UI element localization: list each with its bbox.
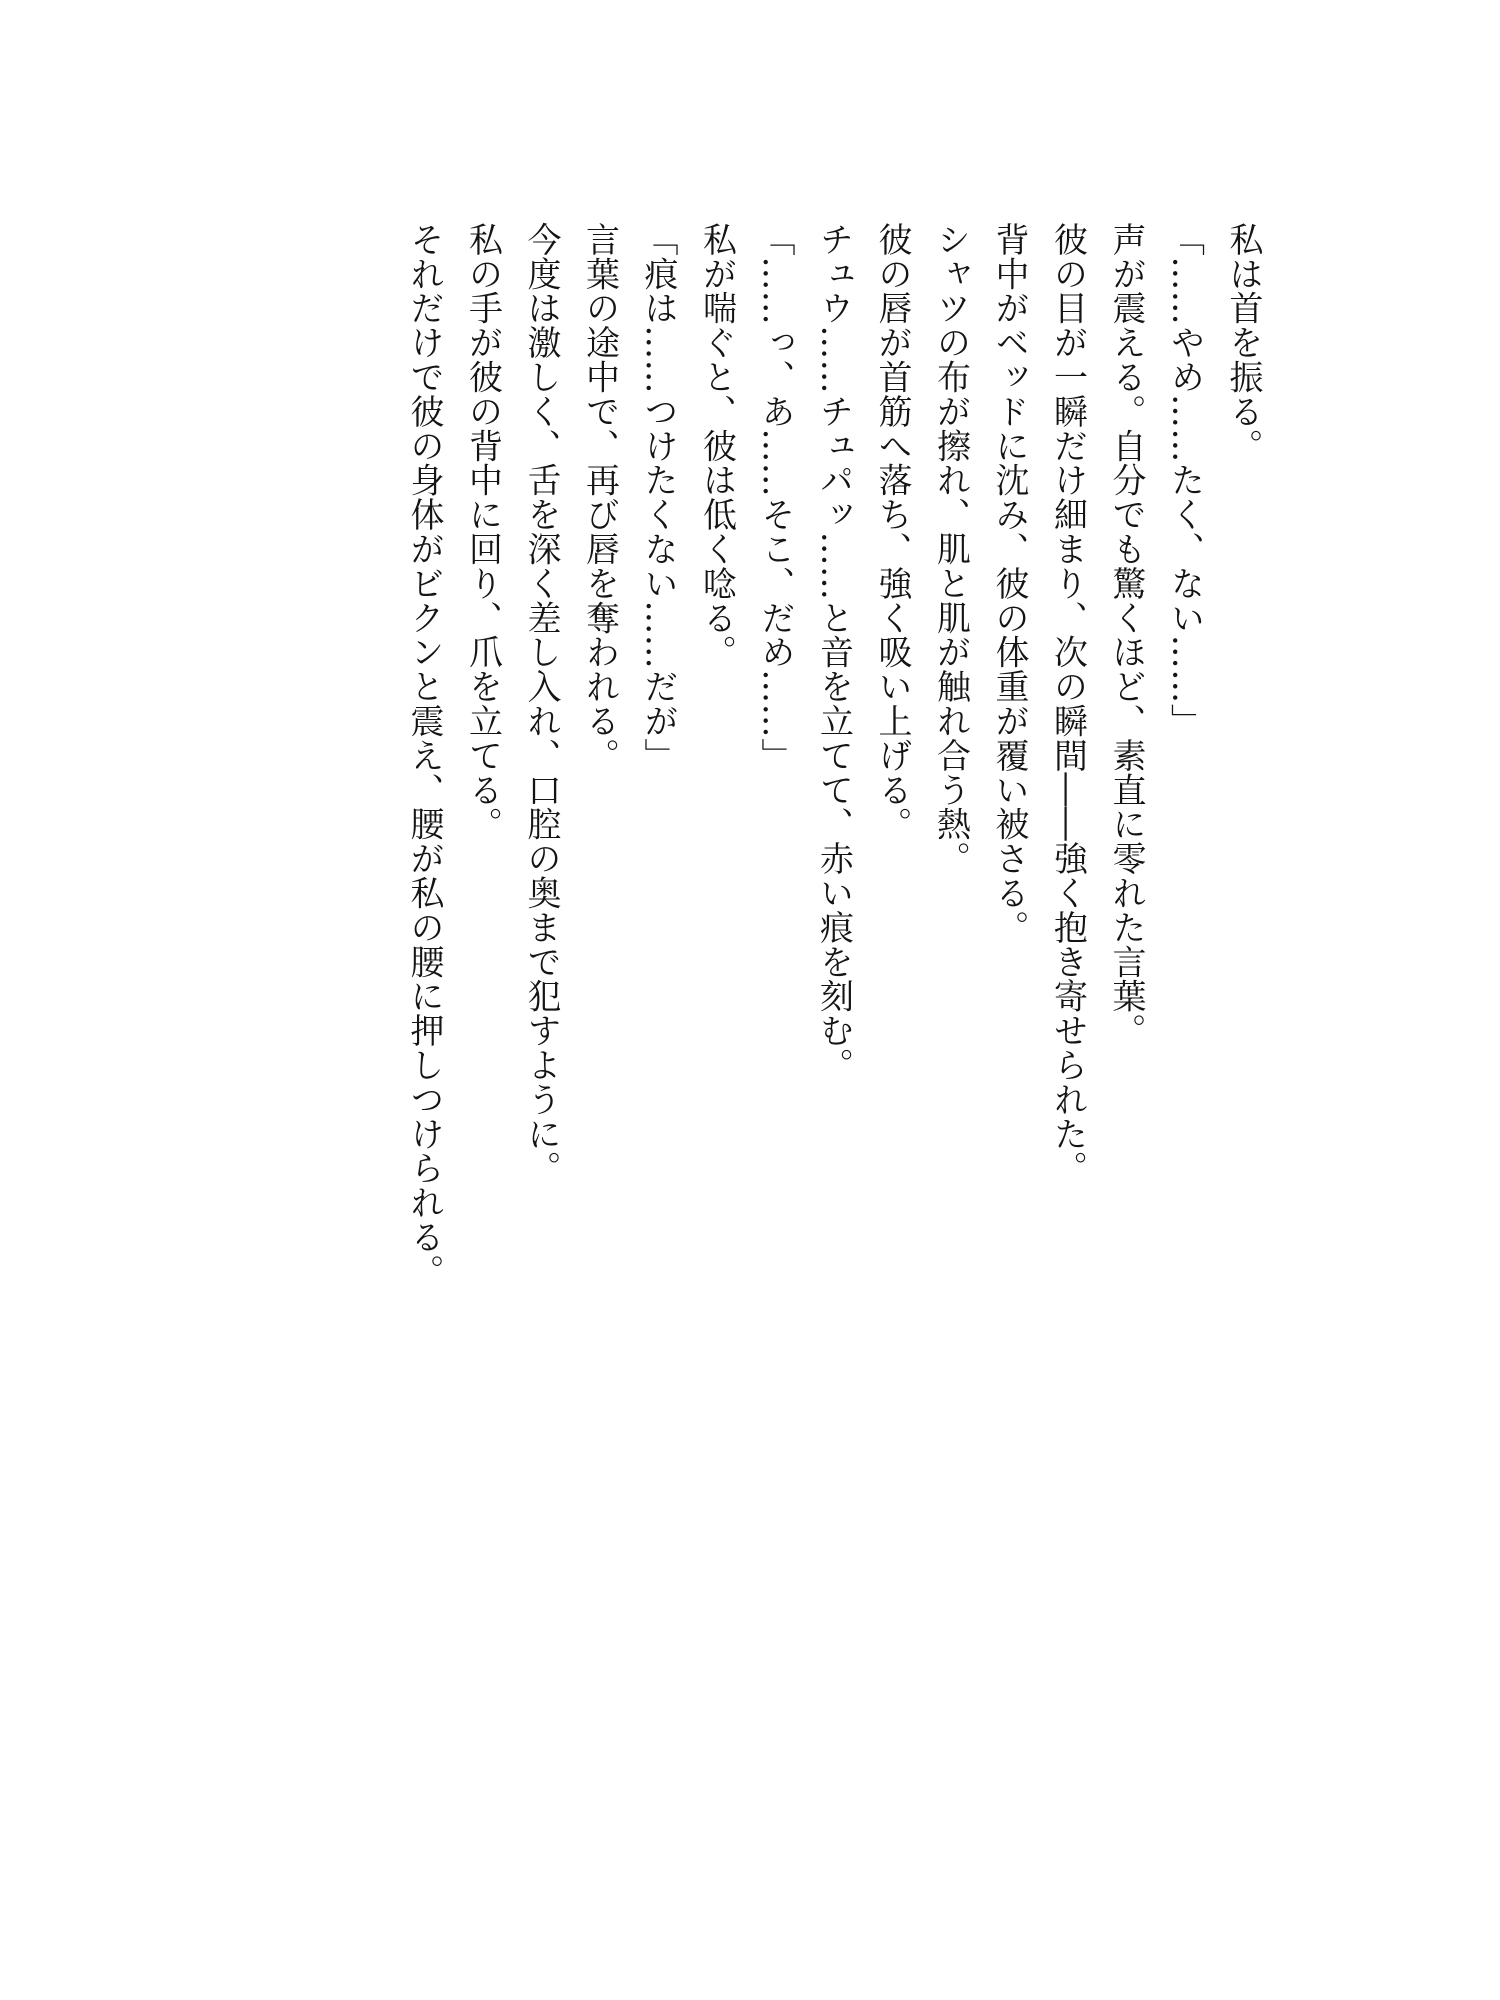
text-line: チュウ……チュパッ……と音を立てて、赤い痕を刻む。: [813, 222, 854, 1082]
text-line: 私は首を振る。: [1223, 222, 1263, 463]
text-line: 「……っ、あ……そこ、だめ……」: [755, 222, 795, 773]
text-line: 私の手が彼の背中に回り、爪を立てる。: [462, 222, 503, 842]
text-line: 今度は激しく、舌を深く差し入れ、口腔の奥まで犯すように。: [521, 222, 561, 1186]
text-line: 私が喘ぐと、彼は低く唸る。: [696, 222, 737, 670]
vertical-text-block: [395, 222, 1273, 1352]
text-line: 背中がベッドに沈み、彼の体重が覆い被さる。: [989, 222, 1029, 945]
text-line: 彼の唇が首筋へ落ち、強く吸い上げる。: [872, 222, 912, 842]
text-line: 言葉の途中で、再び唇を奪われる。: [579, 222, 620, 773]
text-line: それだけで彼の身体がビクンと震え、腰が私の腰に押しつけられる。: [404, 222, 444, 1289]
text-line: シャツの布が擦れ、肌と肌が触れ合う熱。: [930, 222, 971, 876]
text-line: 「痕は……つけたくない……だが」: [638, 222, 678, 773]
text-line: 彼の目が一瞬だけ細まり、次の瞬間――強く抱き寄せられた。: [1047, 222, 1088, 1186]
text-line: 声が震える。自分でも驚くほど、素直に零れた言葉。: [1106, 222, 1146, 1048]
text-line: 「……やめ……たく、ない……」: [1164, 222, 1205, 738]
